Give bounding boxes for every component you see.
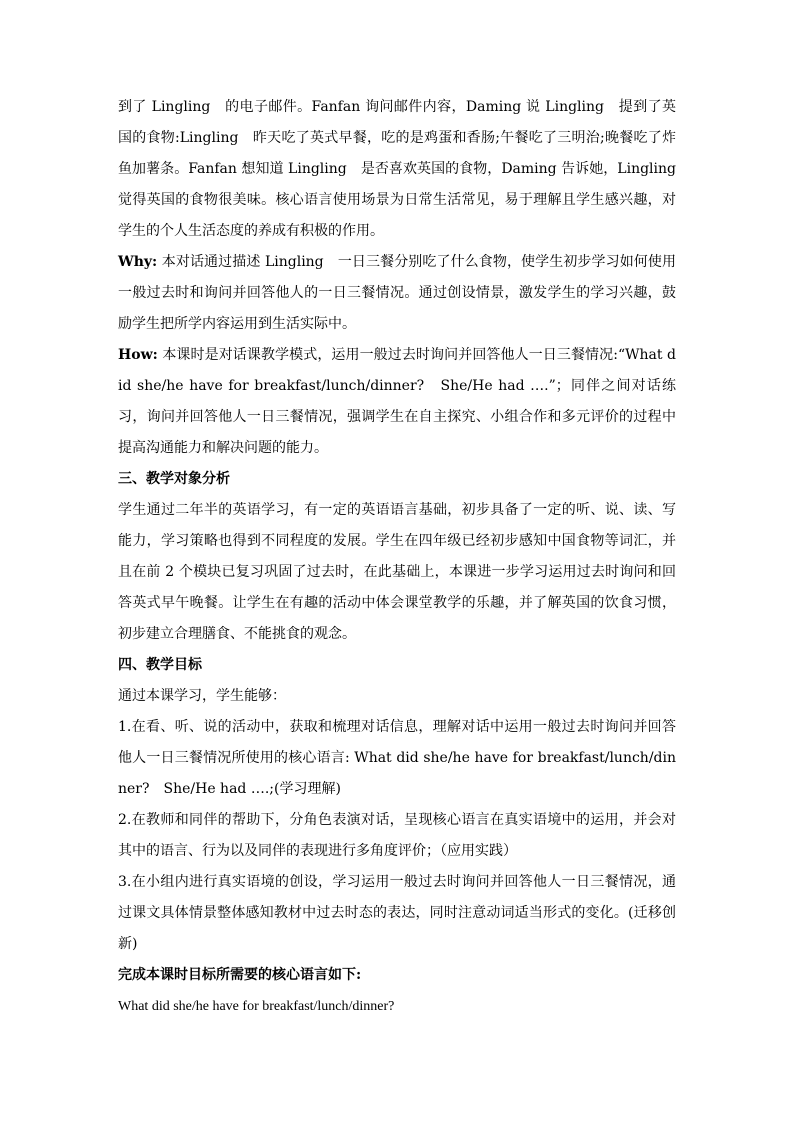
section-heading-student-analysis: 三、教学对象分析 <box>118 471 230 487</box>
why-paragraph <box>118 247 676 340</box>
teaching-goal-item: 2.在教师和同伴的帮助下，分角色表演对话，呈现核心语言在真实语境中的运用，并会对其中的语言、行为以及同伴的表现进行多角度评价；（应用实践） <box>118 812 676 859</box>
how-text: 本课时是对话课教学模式，运用一般过去时询问并回答他人一日三餐情况:“What did she/he have for breakfast/lunch/dinner? She/He had ….”；同伴之间对话练习，询问并回答他人一日三餐情况，强调学生在自主探究、小组合作和多元评价的过程中提高沟通能力和解决问题的能力。 <box>118 347 676 456</box>
section-heading-teaching-goals: 四、教学目标 <box>118 657 202 673</box>
teaching-goal-item: 3.在小组内进行真实语境的创设，学习运用一般过去时询问并回答他人一日三餐情况，通过课文具体情景整体感知教材中过去时态的表达，同时注意动词适当形式的变化。(迁移创新) <box>118 874 676 952</box>
document-page <box>118 92 690 1022</box>
why-label: Why: <box>118 254 158 270</box>
teaching-goals-intro: 通过本课学习，学生能够： <box>118 688 286 704</box>
how-label: How: <box>118 347 158 363</box>
student-analysis-paragraph: 学生通过二年半的英语学习，有一定的英语语言基础，初步具备了一定的听、说、读、写能力，学习策略也得到不同程度的发展。学生在四年级已经初步感知中国食物等词汇，并且在前 2 个模块已复习巩固了过去时，在此基础上，本课进一步学习运用过去时询问和回答英式早午晚餐。让学生在有趣的活动中体会课堂教学的乐趣，并了解英国的饮食习惯，初步建立合理膳食、不能挑食的观念。 <box>118 502 676 642</box>
how-paragraph <box>118 340 676 464</box>
why-text: 本对话通过描述 Lingling 一日三餐分别吃了什么食物，使学生初步学习如何使用一般过去时和询问并回答他人的一日三餐情况。通过创设情景，激发学生的学习兴趣，鼓励学生把所学内容运用到生活实际中。 <box>118 254 676 332</box>
intro-paragraph: 到了 Lingling 的电子邮件。Fanfan 询问邮件内容，Daming 说 Lingling 提到了英国的食物:Lingling 昨天吃了英式早餐，吃的是鸡蛋和香肠;午餐吃了三明治;晚餐吃了炸鱼加薯条。Fanfan 想知道 Lingling 是否喜欢英国的食物，Daming 告诉她，Lingling 觉得英国的食物很美味。核心语言使用场景为日常生活常见，易于理解且学生感兴趣，对学生的个人生活态度的养成有积极的作用。 <box>118 99 690 239</box>
core-language-heading: 完成本课时目标所需要的核心语言如下: <box>118 967 362 983</box>
core-language-sentence: What did she/he have for breakfast/lunch/dinner? <box>118 999 395 1014</box>
teaching-goal-item: 1.在看、听、说的活动中，获取和梳理对话信息，理解对话中运用一般过去时询问并回答他人一日三餐情况所使用的核心语言: What did she/he have for breakfast/lunch/dinner? She/He had ….;(学习理解) <box>118 719 676 797</box>
